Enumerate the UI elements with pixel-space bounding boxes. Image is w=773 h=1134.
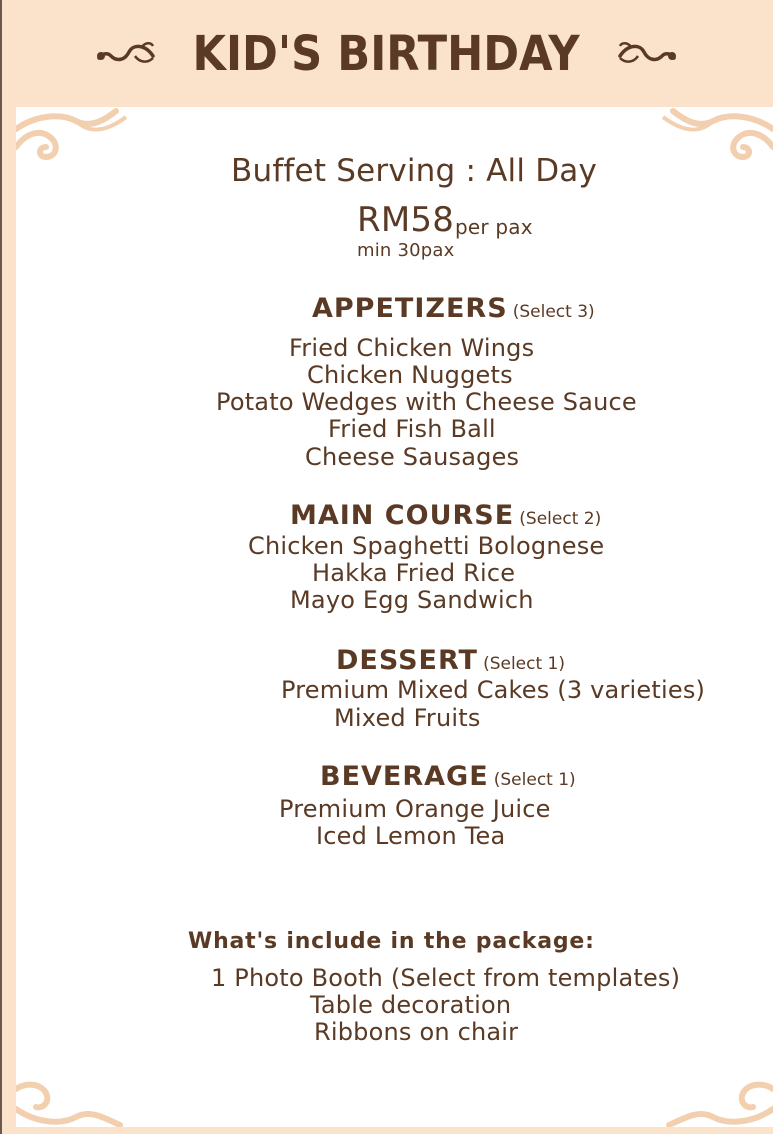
- section-title: BEVERAGE: [320, 761, 489, 792]
- section-select-note: (Select 3): [512, 302, 595, 322]
- list-item: Mixed Fruits: [334, 704, 481, 732]
- list-item: Hakka Fried Rice: [312, 559, 516, 587]
- list-item: Iced Lemon Tea: [316, 822, 506, 850]
- section-title: APPETIZERS: [312, 293, 508, 324]
- section-title: DESSERT: [336, 645, 478, 676]
- package-title: What's include in the package:: [188, 929, 595, 954]
- list-item: Premium Orange Juice: [279, 795, 551, 823]
- section-select-note: (Select 2): [519, 509, 602, 529]
- section-select-note: (Select 1): [483, 654, 566, 674]
- list-item: Fried Chicken Wings: [289, 334, 535, 362]
- section-beverage: [320, 761, 576, 792]
- list-item: Premium Mixed Cakes (3 varieties): [281, 676, 706, 704]
- list-item: 1 Photo Booth (Select from templates): [211, 964, 681, 992]
- list-item: Chicken Spaghetti Bolognese: [248, 532, 605, 560]
- section-title: MAIN COURSE: [290, 500, 515, 531]
- list-item: Ribbons on chair: [314, 1018, 519, 1046]
- minimum-pax: min 30pax: [357, 240, 455, 261]
- list-item: Chicken Nuggets: [307, 361, 513, 389]
- list-item: Potato Wedges with Cheese Sauce: [216, 388, 637, 416]
- list-item: Fried Fish Ball: [328, 415, 496, 443]
- section-appetizers: [312, 293, 595, 324]
- section-select-note: (Select 1): [493, 770, 576, 790]
- price-unit: per pax: [455, 215, 533, 239]
- page-title: KID'S BIRTHDAY: [192, 25, 581, 82]
- section-main-course: [290, 500, 601, 531]
- list-item: Table decoration: [310, 991, 512, 1019]
- price: RM58: [357, 200, 455, 240]
- section-dessert: [336, 645, 565, 676]
- list-item: Mayo Egg Sandwich: [290, 586, 534, 614]
- serving-label: Buffet Serving : All Day: [231, 153, 598, 189]
- list-item: Cheese Sausages: [305, 443, 520, 471]
